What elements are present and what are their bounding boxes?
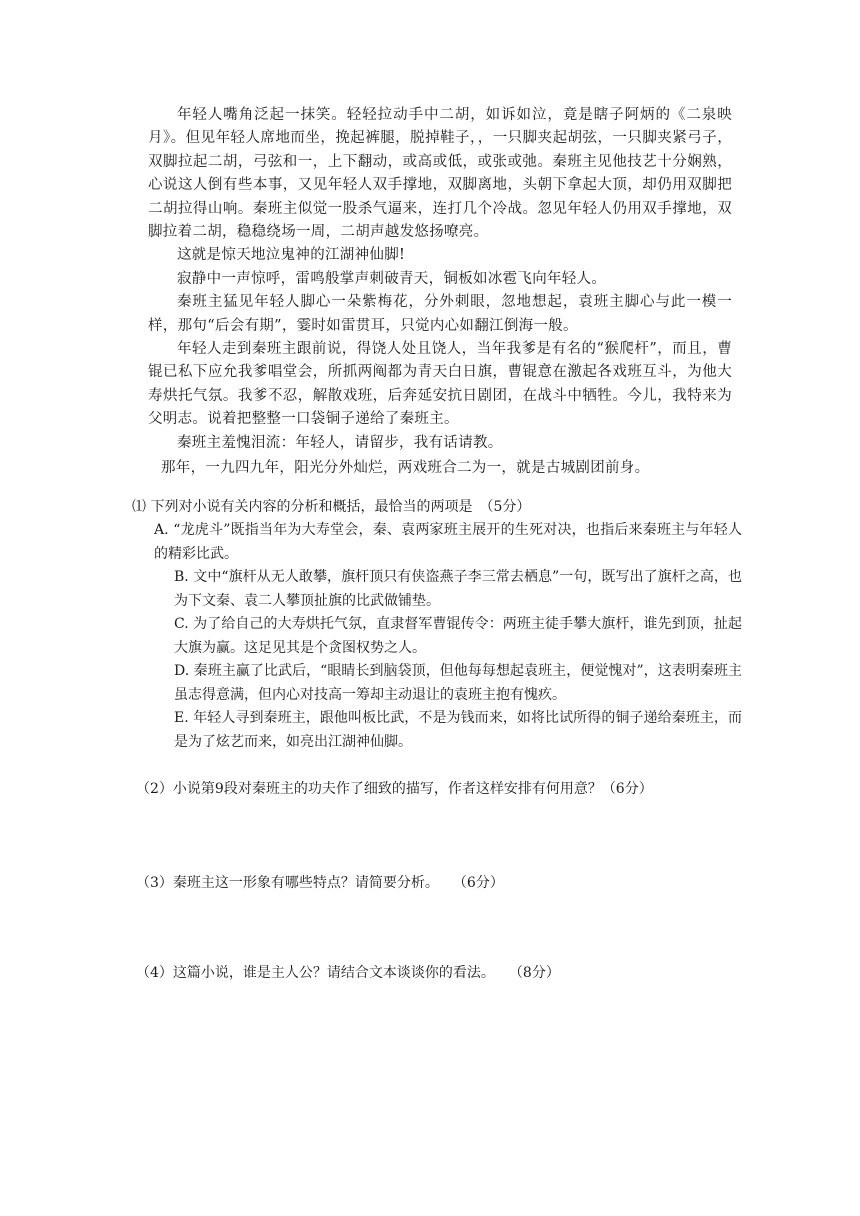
story-excerpt [148,104,732,481]
option-a: A. “龙虎斗”既指当年为大寿堂会，秦、袁两家班主展开的生死对决，也指后来秦班主与年轻人的精彩比武。 [154,522,742,562]
story-paragraph: 年轻人嘴角泛起一抹笑。轻轻拉动手中二胡，如诉如泣，竟是瞎子阿炳的《二泉映月》。但见年轻人席地而坐，挽起裤腿，脱掉鞋子，，一只脚夹起胡弦，一只脚夹紧弓子，双脚拉起二胡，弓弦和一，上下翻动，或高或低，或张或弛。秦班主见他技艺十分娴熟，心说这人倒有些本事，又见年轻人双手撑地，双脚离地，头朝下拿起大顶，却仍用双脚把二胡拉得山响。秦班主似觉一股杀气逼来，连打几个冷战。忽见年轻人仍用双手撑地，双脚拉着二胡，稳稳绕场一周，二胡声越发悠扬嘹亮。 [148,107,732,241]
option-e: E. 年轻人寻到秦班主，跟他叫板比武，不是为钱而来，如将比试所得的铜子递给秦班主，而是为了炫艺而来，如亮出江湖神仙脚。 [174,710,742,750]
story-paragraph: 那年，一九四九年，阳光分外灿烂，两戏班合二为一，就是古城剧团前身。 [161,460,650,477]
question-1-options [132,519,742,754]
story-paragraph: 这就是惊天地泣鬼神的江湖神仙脚! [177,247,406,264]
option-c: C. 为了给自己的大寿烘托气氛，直隶督军曹锟传令：两班主徒手攀大旗杆，谁先到顶，扯起大旗为赢。这足见其是个贪图权势之人。 [174,616,742,656]
story-paragraph: 年轻人走到秦班主跟前说，得饶人处且饶人，当年我爹是有名的“猴爬杆”，而且，曹锟已私下应允我爹唱堂会，所抓两阄都为青天白日旗，曹锟意在激起各戏班互斗，为他大寿烘托气氛。我爹不忍，解散戏班，后奔延安抗日剧团，在战斗中牺牲。今儿，我特来为父明志。说着把整整一口袋铜子递给了秦班主。 [148,341,732,428]
story-paragraph: 秦班主羞愧泪流：年轻人，请留步，我有话请教。 [177,434,503,451]
question-1-stem: ⑴ 下列对小说有关内容的分析和概括，最恰当的两项是 （5分） [132,499,531,515]
story-paragraph: 秦班主猛见年轻人脚心一朵紫梅花，分外刺眼，忽地想起，袁班主脚心与此一模一样，那句“后会有期”，霎时如雷贯耳，只觉内心如翻江倒海一般。 [148,294,732,334]
question-4: （4）这篇小说，谁是主人公？请结合文本谈谈你的看法。 （8分） [136,965,560,981]
question-2: （2）小说第9段对秦班主的功夫作了细致的描写，作者这样安排有何用意？（6分） [136,781,653,797]
question-3: （3）秦班主这一形象有哪些特点？请简要分析。 （6分） [136,875,504,891]
story-paragraph: 寂静中一声惊呼，雷鸣般掌声刺破青天，铜板如冰雹飞向年轻人。 [177,270,607,287]
question-1 [132,496,742,754]
option-d: D. 秦班主赢了比武后，“眼睛长到脑袋顶，但他每每想起袁班主，便觉愧对”，这表明秦班主虽志得意满，但内心对技高一筹却主动退让的袁班主抱有愧疚。 [174,663,742,703]
option-b: B. 文中“旗杆从无人敢攀，旗杆顶只有侠盗燕子李三常去栖息”一句，既写出了旗杆之高，也为下文秦、袁二人攀顶扯旗的比武做铺垫。 [174,569,742,609]
